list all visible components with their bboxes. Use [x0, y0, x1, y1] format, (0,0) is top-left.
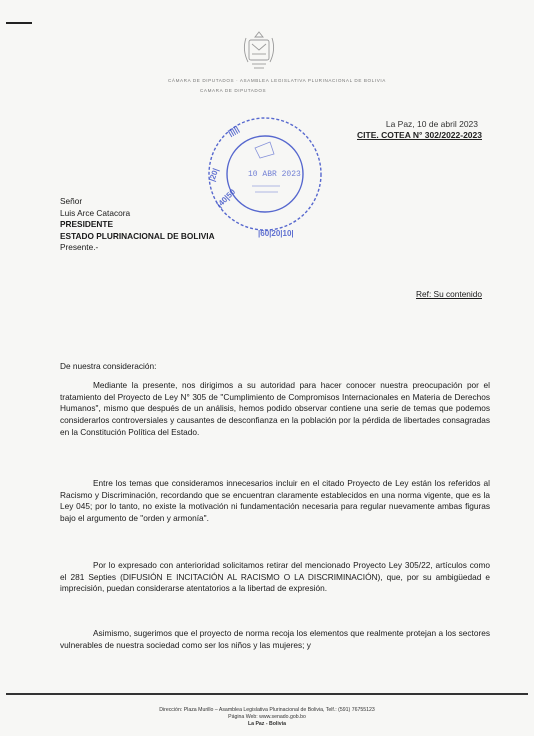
- svg-text:|40|50: |40|50: [215, 187, 238, 210]
- letter-cite: CITE. COTEA N° 302/2022-2023: [357, 130, 482, 140]
- addressee-presente: Presente.-: [60, 242, 99, 253]
- body-paragraph: Por lo expresado con anterioridad solicitamos retirar del mencionado Proyecto Ley 305/22, artículos como el 281 Septies (DIFUSIÓN E INCITACIÓN AL RACISMO O LA DISCRIMINACIÓN), que, por su ambigüedad e imprecisión, puedan considerarse atentatorios a la libertad de expresión.: [60, 560, 490, 594]
- footer-address: Dirección: Plaza Murillo – Asamblea Legislativa Plurinacional de Bolivia, Telf.: (591) 76755123: [159, 707, 375, 713]
- addressee-salutation: Señor: [60, 196, 83, 206]
- stamp-date: 10 ABR 2023: [248, 170, 301, 179]
- scan-mark: [6, 22, 32, 24]
- greeting: De nuestra consideración:: [60, 361, 157, 371]
- addressee-title: PRESIDENTE: [60, 219, 114, 230]
- footer-web: Página Web: www.senado.gob.bo: [228, 714, 306, 720]
- letterhead-line-1: CÁMARA DE DIPUTADOS · ASAMBLEA LEGISLATIVA PLURINACIONAL DE BOLIVIA: [168, 78, 386, 83]
- footer-city: La Paz - Bolivia: [247, 721, 287, 727]
- svg-text:|20|: |20|: [207, 167, 221, 183]
- reception-stamp: [200, 112, 330, 242]
- footer-divider: [6, 693, 528, 695]
- body-paragraph: Entre los temas que consideramos innecesarios incluir en el citado Proyecto de Ley están los referidos al Racismo y Discriminación, recordando que se encuentran claramente establecidos en una norma vigente, que es la Ley 045; por lo tanto, no existe la motivación ni fundamentación necesaria para regular nuevamente ambas figuras bajo el argumento de "orden y armonía".: [60, 478, 490, 524]
- reference-line: Ref: Su contenido: [416, 289, 482, 299]
- svg-text:|||||: |||||: [226, 124, 241, 138]
- svg-text:|60|20|10|: |60|20|10|: [258, 229, 294, 238]
- letterhead-line-2: CAMARA DE DIPUTADOS: [200, 88, 267, 93]
- addressee-block: [60, 196, 215, 254]
- letter-date: La Paz, 10 de abril 2023: [385, 119, 478, 129]
- coat-of-arms-icon: [240, 28, 278, 72]
- addressee-name: Luis Arce Catacora: [60, 207, 131, 218]
- body-paragraph: Asimismo, sugerimos que el proyecto de norma recoja los elementos que realmente protejan a los sectores vulnerables de nuestra sociedad como ser los niños y las mujeres; y: [60, 628, 490, 650]
- addressee-entity: ESTADO PLURINACIONAL DE BOLIVIA: [60, 230, 215, 241]
- body-paragraph: Mediante la presente, nos dirigimos a su autoridad para hacer conocer nuestra preocupación por el tratamiento del Proyecto de Ley N° 305 de "Cumplimiento de Compromisos Internacionales en Materia de Derechos Humanos", mismo que después de un análisis, hemos podido observar contiene una serie de temas que podemos considerarlos controversiales y causantes de desconfianza en la población por la pérdida de libertades consagradas en la Constitución Política del Estado.: [60, 380, 490, 437]
